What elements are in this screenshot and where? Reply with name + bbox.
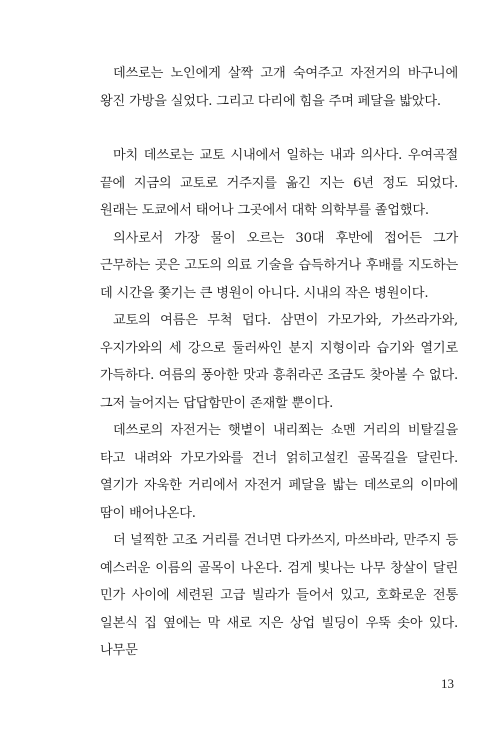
- page-number: 13: [441, 676, 454, 691]
- paragraph-3: 의사로서 가장 물이 오르는 30대 후반에 접어든 그가 근무하는 곳은 고도의 의료 기술을 습득하거나 후배를 지도하는 데 시간을 쫓기는 큰 병원이 아니다. 시내의 작은 병원이다.: [100, 230, 458, 301]
- body-text: [100, 60, 458, 665]
- paragraph-4: 교토의 여름은 무척 덥다. 삼면이 가모가와, 가쓰라가와, 우지가와의 세 강으로 둘러싸인 분지 지형이라 습기와 열기로 가득하다. 여름의 풍아한 맛과 흥취라곤 조금도 찾아볼 수 없다. 그저 늘어지는 답답함만이 존재할 뿐이다.: [100, 313, 458, 411]
- paragraph-5: 데쓰로의 자전거는 햇볕이 내리쬐는 쇼멘 거리의 비탈길을 타고 내려와 가모가와를 건너 얽히고설킨 골목길을 달린다. 열기가 자욱한 거리에서 자전거 페달을 밟는 데쓰로의 이마에 땀이 배어나온다.: [100, 423, 458, 521]
- paragraph-2: 마치 데쓰로는 교토 시내에서 일하는 내과 의사다. 우여곡절 끝에 지금의 교토로 거주지를 옮긴 지는 6년 정도 되었다. 원래는 도쿄에서 태어나 그곳에서 대학 의학부를 졸업했다.: [100, 148, 458, 218]
- section-break: [100, 115, 458, 142]
- paragraph-1: 데쓰로는 노인에게 살짝 고개 숙여주고 자전거의 바구니에 왕진 가방을 실었다. 그리고 다리에 힘을 주며 페달을 밟았다.: [100, 66, 458, 109]
- paragraph-6: 더 널찍한 고조 거리를 건너면 다카쓰지, 마쓰바라, 만주지 등 예스러운 이름의 골목이 나온다. 검게 빛나는 나무 창살이 달린 민가 사이에 세련된 고급 빌라가 들어서 있고, 호화로운 전통 일본식 집 옆에는 막 새로 지은 상업 빌딩이 우뚝 솟아 있다. 나무문: [100, 533, 458, 658]
